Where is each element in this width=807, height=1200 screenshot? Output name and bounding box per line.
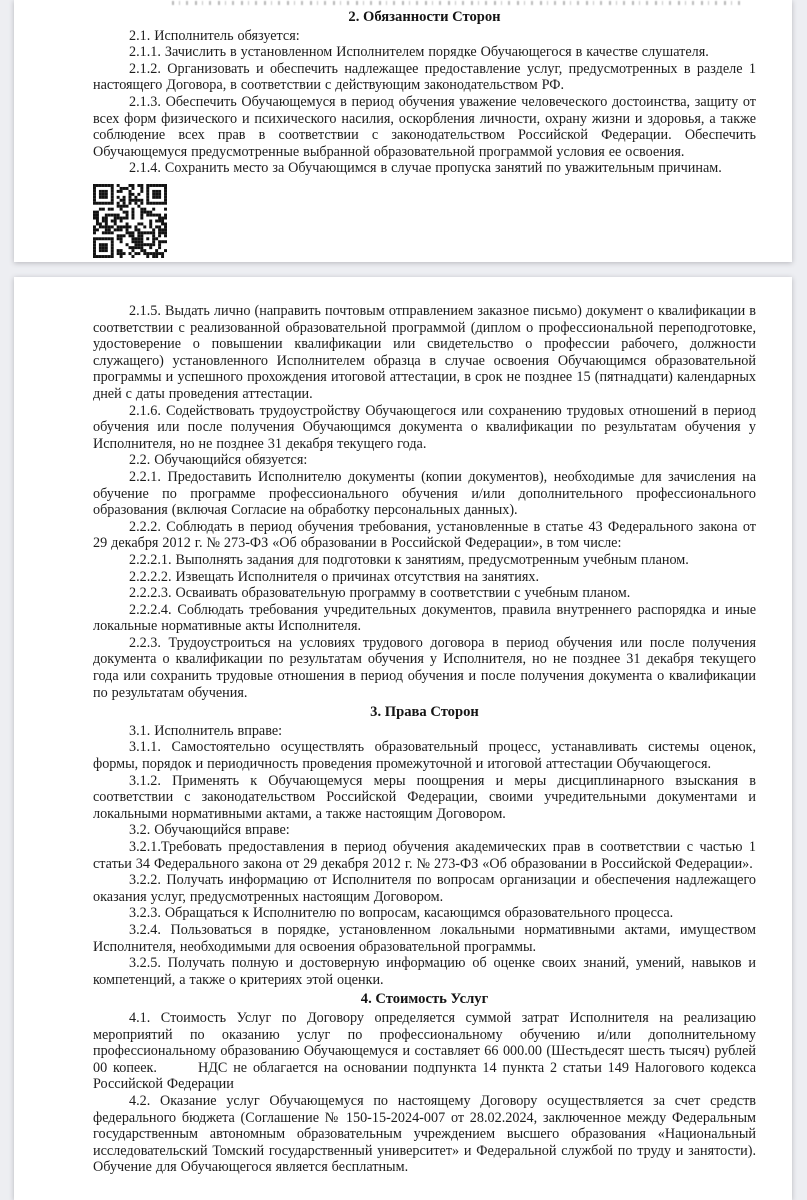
clause-3-1: 3.1. Исполнитель вправе: — [129, 722, 283, 739]
clause-2-2-1: 2.2.1. Предоставить Исполнителю документы (копии документов), необходимые для зачисления на обучение по программе профессионального обучения и/или дополнительного профессионального образования (включая Согласие на обработку персональных данных). — [93, 468, 756, 519]
clause-4-1: 4.1. Стоимость Услуг по Договору определяется суммой затрат Исполнителя на реализацию мероприятий по оказанию услуг по профессиональному обучению и/или дополнительному профессиональному образованию Обучающемуся и составляет 66 000.00 (Шестьдесят шесть тысяч) рублей 00 копеек. НДС не облагается на основании подпункта 14 пункта 2 статьи 149 Налогового кодекса Российской Федерации — [93, 1009, 756, 1093]
clause-2-2-3: 2.2.3. Трудоустроиться на условиях трудового договора в период обучения или после получения документа о квалификации по результатам обучения у Исполнителя, но не позднее 31 декабря текущего года или сохранить трудовые отношения в период обучения и после получения документа о квалификации по результатам обучения. — [93, 634, 756, 701]
contract-page-1 — [14, 0, 792, 262]
clause-2-2-2-4: 2.2.2.4. Соблюдать требования учредительных документов, правила внутреннего распорядка и иные локальные нормативные акты Исполнителя. — [93, 601, 756, 635]
clause-3-2-4: 3.2.4. Пользоваться в порядке, установленном локальными нормативными актами, имуществом Исполнителя, необходимыми для освоения образовательной программы. — [93, 921, 756, 955]
clause-3-2-5: 3.2.5. Получать полную и достоверную информацию об оценке своих знаний, умений, навыков и компетенций, а также о критериях этой оценки. — [93, 955, 756, 988]
clause-3-2: 3.2. Обучающийся вправе: — [129, 822, 290, 839]
section-heading-obligations: 2. Обязанности Сторон — [348, 9, 501, 25]
clause-2-1-1: 2.1.1. Зачислить в установленном Исполнителем порядке Обучающегося в качестве слушателя. — [129, 44, 709, 61]
clause-2-2: 2.2. Обучающийся обязуется: — [129, 452, 308, 469]
section-heading-rights: 3. Права Сторон — [370, 704, 479, 721]
clause-3-2-2: 3.2.2. Получать информацию от Исполнителя по вопросам организации и обеспечения надлежащего оказания услуг, предусмотренных настоящим Договором. — [93, 872, 756, 905]
section-heading-cost: 4. Стоимость Услуг — [360, 991, 489, 1008]
clause-2-1-6: 2.1.6. Содействовать трудоустройству Обучающегося или сохранению трудовых отношений в период обучения или после получения Обучающимся документа о квалификации по результатам обучения у Исполнителя, но не позднее 31 декабря текущего года. — [93, 402, 756, 452]
clause-3-2-1: 3.2.1.Требовать предоставления в период обучения академических прав в соответствии с частью 1 статьи 34 Федерального закона от 29 декабря 2012 г. № 273-ФЗ «Об образовании в Российской Федерации». — [93, 839, 756, 872]
qr-code-image — [93, 184, 167, 258]
clause-4-2: 4.2. Оказание услуг Обучающемуся по настоящему Договору осуществляется за счет средств федерального бюджета (Соглашение № 150-15-2024-007 от 28.02.2024, заключенное между Федеральным государственным автономным образовательным учреждением высшего образования «Национальный исследовательский Томский государственный университет» и Федеральной службой по труду и занятости). Обучение для Обучающегося является бесплатным. — [93, 1092, 756, 1176]
clause-2-2-2-2: 2.2.2.2. Извещать Исполнителя о причинах отсутствия на занятиях. — [129, 568, 540, 585]
clause-2-1-4: 2.1.4. Сохранить место за Обучающимся в случае пропуска занятий по уважительным причинам. — [129, 160, 722, 177]
clause-2-1: 2.1. Исполнитель обязуется: — [129, 27, 300, 44]
contract-page-2 — [14, 277, 792, 1200]
clause-2-2-2-1: 2.2.2.1. Выполнять задания для подготовки к занятиям, предусмотренным учебным планом. — [129, 551, 689, 568]
clause-3-1-1: 3.1.1. Самостоятельно осуществлять образовательный процесс, устанавливать системы оценок, формы, порядок и периодичность проведения промежуточной и итоговой аттестации Обучающегося. — [93, 739, 756, 773]
cut-off-text-fragment — [172, 1, 744, 5]
clause-3-2-3: 3.2.3. Обращаться к Исполнителю по вопросам, касающимся образовательного процесса. — [129, 905, 674, 922]
clause-2-2-2-3: 2.2.2.3. Осваивать образовательную программу в соответствии с учебным планом. — [129, 585, 631, 602]
clause-2-1-2: 2.1.2. Организовать и обеспечить надлежащее предоставление услуг, предусмотренных в разделе 1 настоящего Договора, в соответствии с действующим законодательством РФ. — [93, 60, 756, 94]
clause-2-1-3: 2.1.3. Обеспечить Обучающемуся в период обучения уважение человеческого достоинства, защиту от всех форм физического и психического насилия, оскорбления личности, охрану жизни и здоровья, а также соблюдение всех прав в соответствии с законодательством Российской Федерации. Обеспечить Обучающемуся предусмотренные выбранной образовательной программой условия ее освоения. — [93, 93, 756, 160]
clause-3-1-2: 3.1.2. Применять к Обучающемуся меры поощрения и меры дисциплинарного взыскания в соответствии с законодательством Российской Федерации, своими учредительными документами и локальными нормативными актами, а также настоящим Договором. — [93, 772, 756, 822]
clause-2-2-2: 2.2.2. Соблюдать в период обучения требования, установленные в статье 43 Федерального закона от 29 декабря 2012 г. № 273-ФЗ «Об образовании в Российской Федерации», в том числе: — [93, 518, 756, 552]
clause-2-1-5: 2.1.5. Выдать лично (направить почтовым отправлением заказное письмо) документ о квалификации в соответствии с реализованной образовательной программой (диплом о профессиональной переподготовке, удостоверение о повышении квалификации или свидетельство о профессии рабочего, должности служащего) установленного Исполнителем образца в случае освоения Обучающимся образовательной программы и успешного прохождения итоговой аттестации, в срок не позднее 15 (пятнадцати) календарных дней с даты проведения аттестации. — [93, 303, 756, 402]
